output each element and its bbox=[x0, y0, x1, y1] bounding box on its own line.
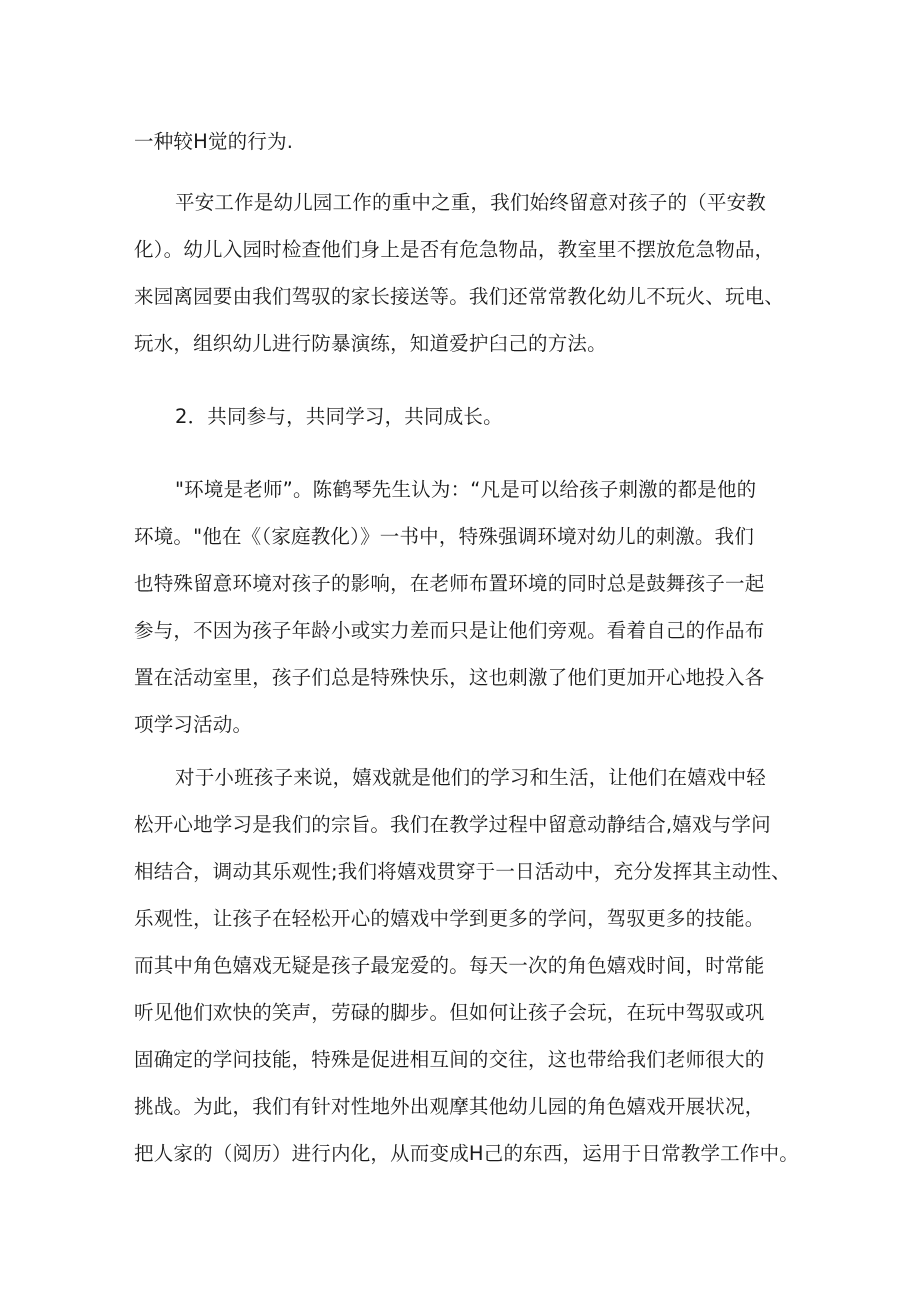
paragraph-safety-line: 来园离园要由我们驾驭的家长接送等。我们还常常教化幼儿不玩火、玩电、 bbox=[134, 285, 785, 308]
paragraph-play-line: 相结合，调动其乐观性;我们将嬉戏贯穿于一日活动中，充分发挥其主动性、 bbox=[134, 860, 791, 883]
paragraph-play-line: 松开心地学习是我们的宗旨。我们在教学过程中留意动静结合,嬉戏与学问 bbox=[134, 813, 771, 836]
paragraph-play-line: 对于小班孩子来说，嬉戏就是他们的学习和生活，让他们在嬉戏中轻 bbox=[175, 766, 767, 789]
paragraph-safety-line: 平安工作是幼儿园工作的重中之重，我们始终留意对孩子的（平安教 bbox=[175, 191, 767, 214]
paragraph-safety-line: 化）。幼儿入园时检查他们身上是否有危急物品，教室里不摆放危急物品， bbox=[134, 238, 775, 261]
body-text bbox=[134, 118, 799, 1177]
text-line: 一种较H觉的行为. bbox=[134, 130, 294, 153]
paragraph-play-line: 固确定的学问技能，特殊是促进相互间的交往，这也带给我们老师很大的 bbox=[134, 1048, 765, 1071]
paragraph-environment-line: 环境。"他在《（家庭教化）》一书中，特殊强调环境对幼儿的刺激。我们 bbox=[134, 525, 755, 548]
paragraph-environment-line: 参与，不因为孩子年龄小或实力差而只是让他们旁观。看着自己的作品布 bbox=[134, 619, 765, 642]
paragraph-safety-line: 玩水，组织幼儿进行防暴演练，知道爱护臼己的方法。 bbox=[134, 332, 607, 355]
paragraph-environment-line: 置在活动室里，孩子们总是特殊快乐，这也刺激了他们更加开心地投入各 bbox=[134, 666, 765, 689]
section-heading: 2．共同参与，共同学习，共同成长。 bbox=[175, 405, 503, 428]
paragraph-environment-line: "环境是老师”。陈鹤琴先生认为：“凡是可以给孩子刺激的都是他的 bbox=[175, 478, 757, 501]
paragraph-play-line: 而其中角色嬉戏无疑是孩子最宠爱的。每天一次的角色嬉戏时间，时常能 bbox=[134, 954, 765, 977]
paragraph-play-line: 乐观性，让孩子在轻松开心的嬉戏中学到更多的学问，驾驭更多的技能。 bbox=[134, 907, 765, 930]
paragraph-environment-line: 也特殊留意环境对孩子的影响，在老师布置环境的同时总是鼓舞孩子一起 bbox=[134, 572, 765, 595]
paragraph-play-line: 挑战。为此，我们有针对性地外出观摩其他幼儿园的角色嬉戏开展状况， bbox=[134, 1095, 765, 1118]
paragraph-environment-line: 项学习活动。 bbox=[134, 713, 253, 736]
paragraph-play-line: 把人家的（阅历）进行内化，从而变成H己的东西，运用于日常教学工作中。 bbox=[134, 1142, 799, 1165]
paragraph-play-line: 听见他们欢快的笑声，劳碌的脚步。但如何让孩子会玩，在玩中驾驭或巩 bbox=[134, 1001, 765, 1024]
